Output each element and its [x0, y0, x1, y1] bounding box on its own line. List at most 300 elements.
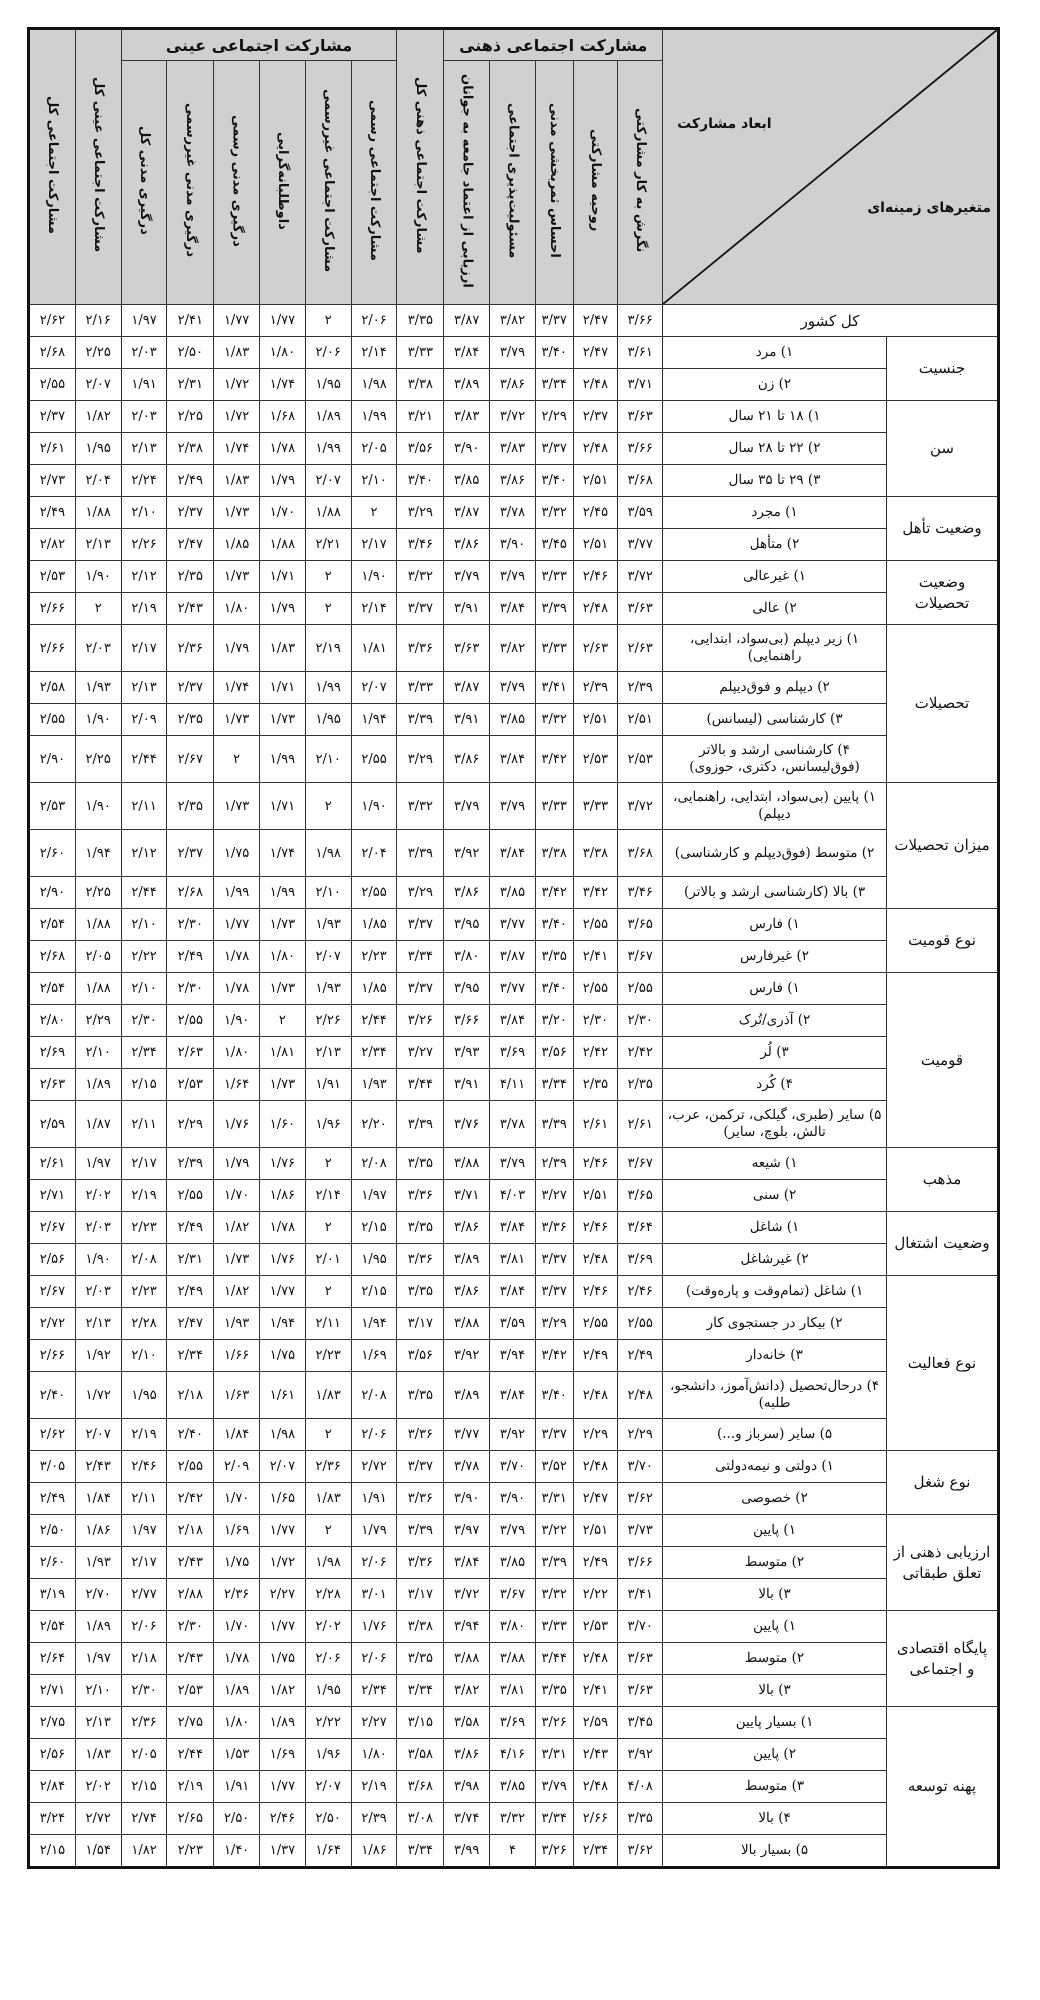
cell: ۳/۷۲	[444, 1579, 490, 1611]
cell: ۳/۳۵	[397, 1212, 444, 1244]
table-row	[29, 529, 999, 561]
cell: ۱/۹۰	[75, 561, 121, 593]
cell: ۳/۳۵	[397, 305, 444, 337]
category-label: نوع شغل	[887, 1451, 999, 1515]
col-header-social-responsibility: مسئولیت‌پذیری اجتماعی	[490, 61, 536, 305]
cell: ۱/۸۳	[214, 337, 260, 369]
cell: ۲/۲۵	[167, 401, 214, 433]
cell: ۱/۸۳	[305, 1483, 351, 1515]
row-label: ۲) متوسط (فوق‌دیپلم و کارشناسی)	[663, 830, 887, 877]
cell: ۳/۴۱	[535, 672, 573, 704]
cell: ۲/۷۲	[29, 1308, 76, 1340]
table-row	[29, 830, 999, 877]
cell: ۲/۱۰	[121, 497, 167, 529]
corner-label-dimensions: ابعاد مشارکت	[677, 116, 772, 132]
category-label: قومیت	[887, 973, 999, 1148]
cell: ۱/۹۰	[75, 1244, 121, 1276]
cell: ۳/۸۸	[444, 1308, 490, 1340]
cell: ۱/۹۳	[214, 1308, 260, 1340]
cell: ۱/۷۸	[214, 941, 260, 973]
cell: ۲	[351, 497, 397, 529]
cell: ۲	[305, 1419, 351, 1451]
cell: ۳/۸۵	[444, 465, 490, 497]
cell: ۳/۸۴	[490, 1212, 536, 1244]
row-label: ۳) خانه‌دار	[663, 1340, 887, 1372]
cell: ۳/۴۰	[535, 1372, 573, 1419]
cell: ۳/۸۰	[444, 941, 490, 973]
cell: ۱/۸۰	[351, 1739, 397, 1771]
cell: ۳/۷۴	[444, 1803, 490, 1835]
cell: ۳/۳۵	[397, 1643, 444, 1675]
cell: ۱/۴۰	[214, 1835, 260, 1868]
cell: ۲/۴۷	[167, 1308, 214, 1340]
cell: ۲/۴۳	[167, 1643, 214, 1675]
cell: ۱/۹۲	[75, 1340, 121, 1372]
cell: ۱/۹۵	[305, 369, 351, 401]
cell: ۲/۶۷	[167, 736, 214, 783]
cell: ۱/۹۰	[75, 704, 121, 736]
cell: ۱/۶۳	[214, 1372, 260, 1419]
corner-header	[663, 29, 999, 305]
cell: ۱/۷۸	[214, 973, 260, 1005]
cell: ۲	[305, 305, 351, 337]
cell: ۲/۵۹	[29, 1101, 76, 1148]
cell: ۱/۷۶	[260, 1244, 306, 1276]
cell: ۲/۵۳	[167, 1675, 214, 1707]
cell: ۳/۵۶	[397, 1340, 444, 1372]
group-header-mental: مشارکت اجتماعی ذهنی	[444, 29, 663, 61]
cell: ۳/۲۲	[535, 1515, 573, 1547]
category-label: وضعیت تحصیلات	[887, 561, 999, 625]
table-row	[29, 877, 999, 909]
cell: ۳/۷۹	[490, 1148, 536, 1180]
cell: ۱/۹۹	[214, 877, 260, 909]
cell: ۲/۶۷	[29, 1276, 76, 1308]
cell: ۱/۷۵	[214, 1547, 260, 1579]
cell: ۲/۱۹	[167, 1771, 214, 1803]
cell: ۳/۳۸	[535, 830, 573, 877]
cell: ۲/۴۹	[167, 465, 214, 497]
cell: ۲/۱۵	[121, 1771, 167, 1803]
row-label: ۳) بالا	[663, 1579, 887, 1611]
cell: ۳/۶۷	[618, 941, 663, 973]
cell: ۳/۸۶	[444, 736, 490, 783]
cell: ۱/۹۱	[305, 1069, 351, 1101]
cell: ۳/۳۷	[535, 1276, 573, 1308]
cell: ۲/۴۹	[167, 1276, 214, 1308]
col-header-trust-evaluation: ارزیابی از اعتماد جامعه به جوانان	[444, 61, 490, 305]
cell: ۲/۳۹	[167, 1148, 214, 1180]
cell: ۲/۶۶	[29, 593, 76, 625]
cell: ۱/۸۵	[351, 973, 397, 1005]
cell: ۲/۱۴	[305, 1180, 351, 1212]
cell: ۱/۹۵	[351, 1244, 397, 1276]
cell: ۳/۴۰	[535, 465, 573, 497]
cell: ۱/۷۷	[260, 1611, 306, 1643]
cell: ۲/۵۰	[214, 1803, 260, 1835]
cell: ۲/۰۹	[214, 1451, 260, 1483]
cell: ۲/۵۳	[167, 1069, 214, 1101]
table-row	[29, 909, 999, 941]
cell: ۲/۳۰	[121, 1675, 167, 1707]
cell: ۳/۰۱	[351, 1579, 397, 1611]
corner-label-variables: متغیرهای زمینه‌ای	[867, 200, 991, 216]
cell: ۲/۲۹	[573, 1419, 618, 1451]
cell: ۳/۳۶	[397, 625, 444, 672]
cell: ۳/۱۵	[397, 1707, 444, 1739]
cell: ۲/۱۰	[305, 877, 351, 909]
cell: ۱/۶۹	[214, 1515, 260, 1547]
cell: ۲/۴۸	[573, 433, 618, 465]
cell: ۳/۳۹	[397, 1515, 444, 1547]
col-header-formal-participation: مشارکت اجتماعی رسمی	[351, 61, 397, 305]
cell: ۲/۴۹	[29, 1483, 76, 1515]
table-row	[29, 1515, 999, 1547]
cell: ۲/۴۱	[573, 1675, 618, 1707]
cell: ۲/۴۳	[167, 593, 214, 625]
category-label: وضعیت تأهل	[887, 497, 999, 561]
cell: ۲/۰۱	[305, 1244, 351, 1276]
cell: ۲/۵۱	[573, 529, 618, 561]
cell: ۱/۷۹	[351, 1515, 397, 1547]
cell: ۱/۷۸	[214, 1643, 260, 1675]
cell: ۲/۲۳	[121, 1276, 167, 1308]
cell: ۱/۹۷	[121, 1515, 167, 1547]
cell: ۲/۰۶	[351, 1547, 397, 1579]
cell: ۱/۷۴	[214, 672, 260, 704]
cell: ۳/۳۳	[535, 1611, 573, 1643]
col-header-civic-efficacy: احساس ثمربخشی مدنی	[535, 61, 573, 305]
cell: ۱/۹۶	[305, 1739, 351, 1771]
cell: ۲/۳۵	[167, 561, 214, 593]
cell: ۳/۸۳	[490, 433, 536, 465]
cell: ۲/۲۹	[535, 401, 573, 433]
cell: ۲/۴۶	[618, 1276, 663, 1308]
cell: ۱/۹۱	[351, 1483, 397, 1515]
cell: ۲/۶۶	[29, 625, 76, 672]
cell: ۱/۹۹	[305, 672, 351, 704]
row-label: ۳) ۲۹ تا ۳۵ سال	[663, 465, 887, 497]
cell: ۱/۹۶	[305, 1101, 351, 1148]
cell: ۲/۱۴	[351, 593, 397, 625]
cell: ۲/۲۳	[351, 941, 397, 973]
cell: ۲/۴۲	[167, 1483, 214, 1515]
cell: ۳/۳۶	[397, 1180, 444, 1212]
cell: ۲/۱۹	[305, 625, 351, 672]
cell: ۲	[305, 1276, 351, 1308]
cell: ۲/۳۱	[167, 369, 214, 401]
total-row-label: کل کشور	[663, 305, 999, 337]
cell: ۲/۶۹	[29, 1037, 76, 1069]
cell: ۲/۴۲	[573, 1037, 618, 1069]
cell: ۳/۹۴	[444, 1611, 490, 1643]
cell: ۱/۷۳	[260, 909, 306, 941]
cell: ۱/۷۱	[260, 561, 306, 593]
cell: ۳/۵۸	[444, 1707, 490, 1739]
cell: ۱/۹۵	[121, 1372, 167, 1419]
cell: ۳/۵۹	[618, 497, 663, 529]
cell: ۲/۶۱	[29, 1148, 76, 1180]
cell: ۳/۳۷	[535, 1419, 573, 1451]
cell: ۲	[305, 1212, 351, 1244]
cell: ۳/۹۲	[618, 1739, 663, 1771]
table-row	[29, 1180, 999, 1212]
participation-table-container	[27, 27, 1000, 1869]
cell: ۳/۹۷	[444, 1515, 490, 1547]
cell: ۲/۵۹	[573, 1707, 618, 1739]
cell: ۲/۸۸	[167, 1579, 214, 1611]
cell: ۳/۴۶	[397, 529, 444, 561]
cell: ۲/۶۳	[29, 1069, 76, 1101]
cell: ۲/۳۹	[618, 672, 663, 704]
row-label: ۱) فارس	[663, 909, 887, 941]
table-row	[29, 337, 999, 369]
cell: ۳/۵۹	[490, 1308, 536, 1340]
row-label: ۱) پایین	[663, 1611, 887, 1643]
cell: ۲/۴۶	[121, 1451, 167, 1483]
cell: ۲/۲۸	[305, 1579, 351, 1611]
cell: ۲/۶۳	[573, 625, 618, 672]
cell: ۱/۷۸	[260, 433, 306, 465]
cell: ۲/۹۰	[29, 736, 76, 783]
cell: ۲/۴۶	[573, 1276, 618, 1308]
cell: ۲/۵۵	[29, 369, 76, 401]
table-row	[29, 1771, 999, 1803]
cell: ۳/۸۴	[490, 593, 536, 625]
cell: ۲/۲۱	[305, 529, 351, 561]
cell: ۲/۴۷	[573, 337, 618, 369]
cell: ۲/۰۷	[260, 1451, 306, 1483]
cell: ۲/۴۷	[167, 529, 214, 561]
cell: ۳/۶۲	[618, 1483, 663, 1515]
cell: ۲/۲۲	[121, 941, 167, 973]
cell: ۲/۱۰	[121, 973, 167, 1005]
cell: ۲/۴۴	[351, 1005, 397, 1037]
cell: ۳/۷۹	[490, 337, 536, 369]
cell: ۳/۲۶	[397, 1005, 444, 1037]
cell: ۲/۲۰	[351, 1101, 397, 1148]
cell: ۳/۸۷	[444, 497, 490, 529]
cell: ۲/۲۶	[305, 1005, 351, 1037]
cell: ۳/۸۷	[490, 941, 536, 973]
cell: ۱/۷۰	[214, 1483, 260, 1515]
cell: ۳/۹۸	[444, 1771, 490, 1803]
cell: ۲/۵۳	[618, 736, 663, 783]
cell: ۲/۰۴	[75, 465, 121, 497]
cell: ۲/۳۰	[167, 1611, 214, 1643]
table-row	[29, 1547, 999, 1579]
cell: ۳/۳۵	[397, 1372, 444, 1419]
category-label: تحصیلات	[887, 625, 999, 783]
cell: ۳/۶۹	[490, 1037, 536, 1069]
cell: ۲/۵۳	[573, 736, 618, 783]
cell: ۲/۳۰	[167, 909, 214, 941]
row-label: ۴) بالا	[663, 1803, 887, 1835]
cell: ۲/۴۸	[573, 1451, 618, 1483]
cell: ۲	[305, 593, 351, 625]
cell: ۲/۳۶	[214, 1579, 260, 1611]
cell: ۱/۹۰	[75, 783, 121, 830]
cell: ۳/۳۷	[535, 433, 573, 465]
cell: ۳/۴۰	[535, 909, 573, 941]
cell: ۲/۳۷	[29, 401, 76, 433]
row-label: ۳) متوسط	[663, 1771, 887, 1803]
cell: ۳/۷۰	[618, 1451, 663, 1483]
cell: ۱/۷۳	[260, 704, 306, 736]
cell: ۲/۰۲	[75, 1771, 121, 1803]
cell: ۲/۵۵	[29, 704, 76, 736]
cell: ۲/۱۱	[305, 1308, 351, 1340]
cell: ۱/۷۸	[260, 1212, 306, 1244]
cell: ۲/۷۴	[121, 1803, 167, 1835]
cell: ۱/۶۶	[214, 1340, 260, 1372]
cell: ۲/۰۶	[121, 1611, 167, 1643]
row-label: ۱) ۱۸ تا ۲۱ سال	[663, 401, 887, 433]
diagonal-divider	[663, 30, 997, 304]
cell: ۳/۷۱	[444, 1180, 490, 1212]
cell: ۱/۸۹	[260, 1707, 306, 1739]
cell: ۳/۳۴	[535, 1803, 573, 1835]
cell: ۳/۹۰	[490, 1483, 536, 1515]
cell: ۳/۵۶	[397, 433, 444, 465]
cell: ۲/۰۳	[121, 401, 167, 433]
cell: ۲/۱۵	[351, 1276, 397, 1308]
cell: ۱/۷۶	[214, 1101, 260, 1148]
cell: ۲/۱۸	[167, 1515, 214, 1547]
cell: ۲/۱۲	[121, 561, 167, 593]
table-row	[29, 783, 999, 830]
table-row	[29, 561, 999, 593]
cell: ۳/۲۶	[535, 1835, 573, 1868]
row-label: ۱) مجرد	[663, 497, 887, 529]
table-row	[29, 1101, 999, 1148]
cell: ۱/۶۰	[260, 1101, 306, 1148]
cell: ۲/۲۷	[351, 1707, 397, 1739]
cell: ۲/۶۳	[618, 625, 663, 672]
cell: ۳/۳۶	[535, 1212, 573, 1244]
cell: ۱/۷۹	[260, 465, 306, 497]
cell: ۳/۸۹	[444, 1372, 490, 1419]
col-header-attitude-participatory-work: نگرش به کار مشارکتی	[618, 61, 663, 305]
cell: ۱/۹۰	[351, 783, 397, 830]
cell: ۱/۷۲	[75, 1372, 121, 1419]
cell: ۱/۹۸	[260, 1419, 306, 1451]
cell: ۲/۵۳	[29, 561, 76, 593]
cell: ۱/۸۱	[351, 625, 397, 672]
cell: ۳/۸۴	[444, 337, 490, 369]
table-row	[29, 1212, 999, 1244]
cell: ۳/۱۷	[397, 1579, 444, 1611]
cell: ۲/۲۹	[167, 1101, 214, 1148]
cell: ۱/۹۹	[305, 433, 351, 465]
row-label: ۲) آذری/تُرک	[663, 1005, 887, 1037]
cell: ۲/۱۰	[75, 1037, 121, 1069]
table-row	[29, 1276, 999, 1308]
cell: ۲/۲۵	[75, 337, 121, 369]
cell: ۲/۴۴	[121, 877, 167, 909]
row-label: ۲) متأهل	[663, 529, 887, 561]
cell: ۲/۳۴	[351, 1675, 397, 1707]
cell: ۳/۷۰	[618, 1611, 663, 1643]
cell: ۱/۷۳	[214, 497, 260, 529]
cell: ۱/۸۴	[214, 1419, 260, 1451]
cell: ۳/۵۶	[535, 1037, 573, 1069]
cell: ۳/۷۲	[618, 561, 663, 593]
cell: ۲/۴۴	[121, 736, 167, 783]
cell: ۲/۴۸	[573, 593, 618, 625]
cell: ۳/۳۵	[535, 941, 573, 973]
table-row	[29, 1148, 999, 1180]
table-row	[29, 1835, 999, 1868]
cell: ۲/۰۹	[121, 704, 167, 736]
cell: ۲/۳۶	[305, 1451, 351, 1483]
cell: ۳/۶۹	[490, 1707, 536, 1739]
cell: ۲/۴۶	[573, 561, 618, 593]
cell: ۳/۴۲	[535, 877, 573, 909]
cell: ۳/۷۷	[490, 973, 536, 1005]
cell: ۱/۷۵	[214, 830, 260, 877]
cell: ۱/۷۴	[260, 369, 306, 401]
cell: ۲/۶۵	[167, 1803, 214, 1835]
row-label: ۴) درحال‌تحصیل (دانش‌آموز، دانشجو، طلبه)	[663, 1372, 887, 1419]
cell: ۲/۴۸	[573, 1372, 618, 1419]
row-label: ۲) پایین	[663, 1739, 887, 1771]
cell: ۳/۸۴	[490, 736, 536, 783]
cell: ۲/۲۹	[618, 1419, 663, 1451]
row-label: ۱) مرد	[663, 337, 887, 369]
cell: ۳/۲۰	[535, 1005, 573, 1037]
cell: ۱/۷۷	[260, 1771, 306, 1803]
cell: ۳/۹۵	[444, 973, 490, 1005]
cell: ۳/۷۶	[444, 1101, 490, 1148]
cell: ۲/۳۵	[618, 1069, 663, 1101]
row-label: ۴) کارشناسی ارشد و بالاتر (فوق‌لیسانس، دکتری، حوزوی)	[663, 736, 887, 783]
cell: ۱/۷۳	[214, 561, 260, 593]
cell: ۲/۲۳	[167, 1835, 214, 1868]
cell: ۲/۱۶	[75, 305, 121, 337]
row-label: ۳) کارشناسی (لیسانس)	[663, 704, 887, 736]
row-label: ۳) لُر	[663, 1037, 887, 1069]
cell: ۱/۷۳	[214, 704, 260, 736]
cell: ۲/۱۹	[351, 1771, 397, 1803]
cell: ۲/۰۷	[75, 369, 121, 401]
cell: ۳/۴۵	[535, 529, 573, 561]
cell: ۲/۲۲	[305, 1707, 351, 1739]
cell: ۱/۷۴	[214, 433, 260, 465]
cell: ۱/۹۸	[351, 369, 397, 401]
cell: ۳/۸۹	[444, 1244, 490, 1276]
cell: ۳/۳۷	[535, 1244, 573, 1276]
cell: ۱/۷۲	[260, 1547, 306, 1579]
cell: ۲/۰۶	[351, 305, 397, 337]
cell: ۲/۴۰	[29, 1372, 76, 1419]
cell: ۲/۱۳	[121, 672, 167, 704]
cell: ۳/۸۵	[490, 704, 536, 736]
cell: ۲/۴۸	[573, 1643, 618, 1675]
cell: ۳/۲۷	[397, 1037, 444, 1069]
col-header-total-participation: مشارکت اجتماعی کل	[29, 29, 76, 305]
cell: ۱/۷۵	[260, 1340, 306, 1372]
cell: ۱/۸۳	[305, 1372, 351, 1419]
cell: ۳/۸۴	[490, 1276, 536, 1308]
cell: ۲/۵۵	[351, 877, 397, 909]
cell: ۳/۴۲	[535, 736, 573, 783]
cell: ۳/۸۵	[490, 1771, 536, 1803]
cell: ۳/۴۱	[618, 1579, 663, 1611]
cell: ۱/۹۴	[260, 1308, 306, 1340]
group-header-objective: مشارکت اجتماعی عینی	[121, 29, 397, 61]
cell: ۳/۳۶	[397, 1244, 444, 1276]
